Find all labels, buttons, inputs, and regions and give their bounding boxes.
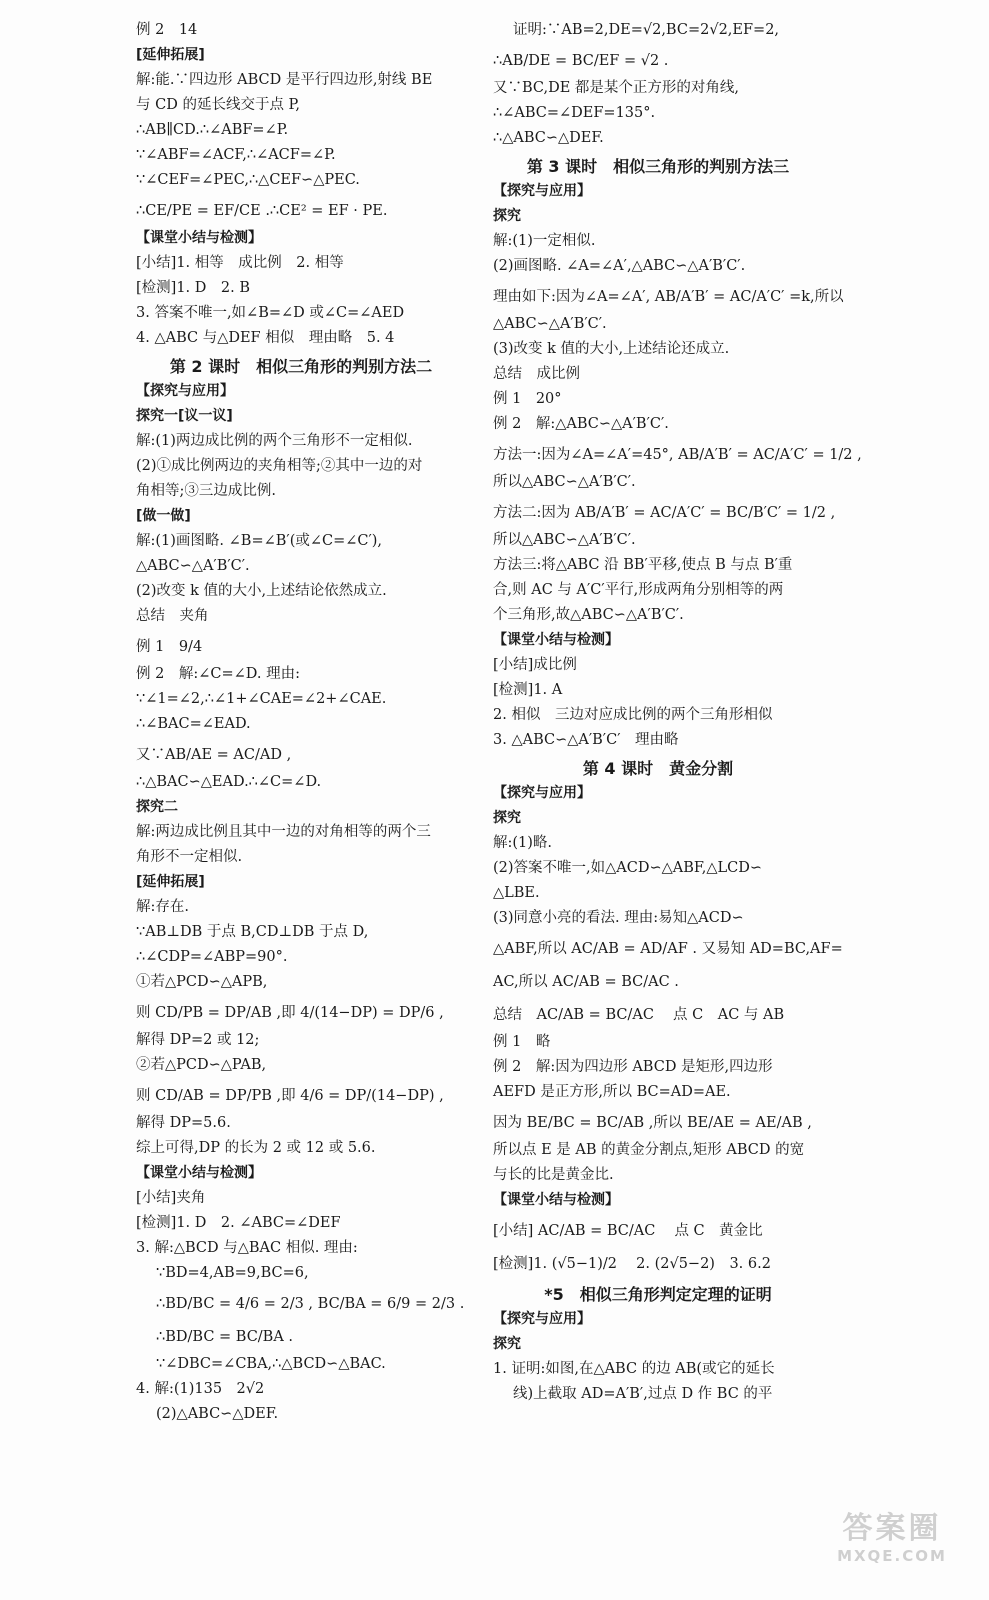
right-text-line: 解:(1)一定相似.	[493, 233, 596, 249]
right-text-line: [检测]1. A	[493, 682, 563, 698]
left-text-line: (2)①成比例两边的夹角相等;②其中一边的对	[136, 458, 423, 474]
right-text-line: 所以△ABC∽△A′B′C′.	[493, 474, 636, 490]
right-heading: 【课堂小结与检测】	[493, 1192, 619, 1208]
left-text-line: 又∵AB/AE = AC/AD ,	[136, 747, 292, 763]
left-text-line: [检测]1. D 2. ∠ABC=∠DEF	[136, 1215, 341, 1231]
right-text-line: ∴AB/DE = BC/EF = √2 .	[493, 53, 669, 69]
left-heading: 【探究与应用】	[136, 383, 234, 399]
right-text-line: 所以△ABC∽△A′B′C′.	[493, 532, 636, 548]
right-text-line: AC,所以 AC/AB = BC/AC .	[493, 974, 679, 990]
left-text-line: 解:两边成比例且其中一边的对角相等的两个三	[136, 824, 431, 840]
right-text-line: [小结] AC/AB = BC/AC 点 C 黄金比	[493, 1223, 763, 1239]
left-heading: 探究一[议一议]	[136, 408, 233, 424]
right-text-line: 3. △ABC∽△A′B′C′ 理由略	[493, 732, 679, 748]
right-heading: 探究	[493, 1336, 521, 1352]
right-text-line: 例 2 解:△ABC∽△A′B′C′.	[493, 416, 669, 432]
watermark-url: MXQE.COM	[837, 1547, 947, 1565]
left-text-line: 4. 解:(1)135 2√2	[136, 1381, 265, 1397]
left-text-line: ∵∠1=∠2,∴∠1+∠CAE=∠2+∠CAE.	[136, 691, 387, 707]
left-text-line: ∴AB∥CD.∴∠ABF=∠P.	[136, 122, 289, 138]
right-text-line: (2)画图略. ∠A=∠A′,△ABC∽△A′B′C′.	[493, 258, 746, 274]
right-column	[493, 20, 862, 1409]
left-text-line: ∵AB⊥DB 于点 B,CD⊥DB 于点 D,	[136, 924, 369, 940]
right-heading: 【探究与应用】	[493, 785, 591, 801]
right-text-line: △ABF,所以 AC/AB = AD/AF . 又易知 AD=BC,AF=	[493, 941, 843, 957]
watermark-title: 答案圈	[842, 1511, 942, 1546]
left-heading: 【课堂小结与检测】	[136, 1165, 262, 1181]
left-heading: 探究二	[136, 799, 178, 815]
right-text-line: △ABC∽△A′B′C′.	[493, 316, 607, 332]
left-text-line: ∴CE/PE = EF/CE .∴CE² = EF · PE.	[136, 203, 388, 219]
right-text-line: [检测]1. (√5−1)/2 2. (2√5−2) 3. 6.2	[493, 1256, 771, 1272]
left-text-line: ②若△PCD∽△PAB,	[136, 1057, 267, 1073]
right-text-line: (3)改变 k 值的大小,上述结论还成立.	[493, 341, 730, 357]
left-text-line: 角形不一定相似.	[136, 849, 243, 865]
right-text-line: [小结]成比例	[493, 657, 577, 673]
right-text-line: 因为 BE/BC = BC/AB ,所以 BE/AE = AE/AB ,	[493, 1115, 812, 1131]
left-text-line: △ABC∽△A′B′C′.	[136, 558, 250, 574]
right-section-title: 第 3 课时 相似三角形的判别方法三	[526, 157, 790, 176]
right-text-line: 合,则 AC 与 A′C′平行,形成两角分别相等的两	[493, 582, 784, 598]
left-text-line: ∴BD/BC = BC/BA .	[156, 1329, 294, 1345]
left-text-line: 4. △ABC 与△DEF 相似 理由略 5. 4	[136, 330, 395, 346]
right-text-line: 方法三:将△ABC 沿 BB′平移,使点 B 与点 B′重	[493, 557, 793, 573]
left-text-line: 3. 答案不唯一,如∠B=∠D 或∠C=∠AED	[136, 305, 405, 321]
right-heading: 【探究与应用】	[493, 183, 591, 199]
left-text-line: ∴BD/BC = 4/6 = 2/3 , BC/BA = 6/9 = 2/3 .	[156, 1296, 465, 1312]
right-heading: 【探究与应用】	[493, 1311, 591, 1327]
watermark-logo	[817, 1512, 967, 1572]
right-heading: 探究	[493, 208, 521, 224]
left-text-line: ∵∠DBC=∠CBA,∴△BCD∽△BAC.	[156, 1356, 386, 1372]
left-text-line: 例 2 解:∠C=∠D. 理由:	[136, 666, 300, 682]
left-text-line: (2)△ABC∽△DEF.	[156, 1406, 279, 1422]
right-text-line: ∴△ABC∽△DEF.	[493, 130, 604, 146]
left-text-line: ①若△PCD∽△APB,	[136, 974, 268, 990]
left-text-line: 解得 DP=5.6.	[136, 1115, 231, 1131]
left-text-line: 则 CD/PB = DP/AB ,即 4/(14−DP) = DP/6 ,	[136, 1005, 444, 1021]
left-text-line: ∴∠BAC=∠EAD.	[136, 716, 251, 732]
right-section-title: 第 4 课时 黄金分割	[582, 759, 734, 778]
left-text-line: 例 1 9/4	[136, 639, 203, 655]
left-text-line: 与 CD 的延长线交于点 P,	[136, 97, 300, 113]
right-text-line: 总结 成比例	[493, 366, 580, 382]
right-text-line: △LBE.	[493, 885, 540, 901]
left-text-line: ∴△BAC∽△EAD.∴∠C=∠D.	[136, 774, 322, 790]
right-text-line: 总结 AC/AB = BC/AC 点 C AC 与 AB	[493, 1007, 785, 1023]
left-text-line: 综上可得,DP 的长为 2 或 12 或 5.6.	[136, 1140, 376, 1156]
right-text-line: 与长的比是黄金比.	[493, 1167, 614, 1183]
left-text-line: 解:(1)画图略. ∠B=∠B′(或∠C=∠C′),	[136, 533, 383, 549]
left-text-line: 3. 解:△BCD 与△BAC 相似. 理由:	[136, 1240, 358, 1256]
left-text-line: 总结 夹角	[136, 608, 209, 624]
right-text-line: 方法一:因为∠A=∠A′=45°, AB/A′B′ = AC/A′C′ = 1/2 ,	[493, 447, 862, 463]
left-text-line: 解得 DP=2 或 12;	[136, 1032, 260, 1048]
right-text-line: 2. 相似 三边对应成比例的两个三角形相似	[493, 707, 773, 723]
left-text-line: 例 2 14	[136, 22, 198, 38]
right-text-line: (3)同意小亮的看法. 理由:易知△ACD∽	[493, 910, 744, 926]
left-text-line: ∴∠CDP=∠ABP=90°.	[136, 949, 288, 965]
left-heading: [延伸拓展]	[136, 47, 205, 63]
left-text-line: [小结]1. 相等 成比例 2. 相等	[136, 255, 344, 271]
right-heading: 探究	[493, 810, 521, 826]
right-text-line: 例 2 解:因为四边形 ABCD 是矩形,四边形	[493, 1059, 773, 1075]
left-text-line: 解:存在.	[136, 899, 189, 915]
left-text-line: 角相等;③三边成比例.	[136, 483, 276, 499]
left-section-title: 第 2 课时 相似三角形的判别方法二	[169, 357, 433, 376]
left-heading: 【课堂小结与检测】	[136, 230, 262, 246]
left-text-line: ∵∠CEF=∠PEC,∴△CEF∽△PEC.	[136, 172, 360, 188]
left-heading: [做一做]	[136, 508, 191, 524]
left-text-line: ∵BD=4,AB=9,BC=6,	[156, 1265, 309, 1281]
left-text-line: 解:能.∵四边形 ABCD 是平行四边形,射线 BE	[136, 72, 433, 88]
right-text-line: 例 1 略	[493, 1034, 551, 1050]
right-text-line: 所以点 E 是 AB 的黄金分割点,矩形 ABCD 的宽	[493, 1142, 805, 1158]
right-heading: 【课堂小结与检测】	[493, 632, 619, 648]
left-text-line: [检测]1. D 2. B	[136, 280, 250, 296]
right-text-line: 又∵BC,DE 都是某个正方形的对角线,	[493, 80, 740, 96]
right-text-line: 个三角形,故△ABC∽△A′B′C′.	[493, 607, 684, 623]
left-text-line: [小结]夹角	[136, 1190, 206, 1206]
right-section-title: *5 相似三角形判定定理的证明	[544, 1285, 772, 1304]
right-text-line: 解:(1)略.	[493, 835, 553, 851]
left-text-line: 解:(1)两边成比例的两个三角形不一定相似.	[136, 433, 413, 449]
right-text-line: 线)上截取 AD=A′B′,过点 D 作 BC 的平	[513, 1386, 773, 1402]
right-text-line: ∴∠ABC=∠DEF=135°.	[493, 105, 656, 121]
right-text-line: AEFD 是正方形,所以 BC=AD=AE.	[493, 1084, 731, 1100]
right-text-line: 方法二:因为 AB/A′B′ = AC/A′C′ = BC/B′C′ = 1/2 ,	[493, 505, 836, 521]
left-text-line: ∵∠ABF=∠ACF,∴∠ACF=∠P.	[136, 147, 336, 163]
left-text-line: 则 CD/AB = DP/PB ,即 4/6 = DP/(14−DP) ,	[136, 1088, 444, 1104]
left-text-line: (2)改变 k 值的大小,上述结论依然成立.	[136, 583, 387, 599]
left-heading: [延伸拓展]	[136, 874, 205, 890]
right-text-line: 1. 证明:如图,在△ABC 的边 AB(或它的延长	[493, 1361, 775, 1377]
left-column	[136, 20, 466, 1429]
right-text-line: (2)答案不唯一,如△ACD∽△ABF,△LCD∽	[493, 860, 762, 876]
right-text-line: 例 1 20°	[493, 391, 562, 407]
right-text-line: 证明:∵AB=2,DE=√2,BC=2√2,EF=2,	[513, 22, 780, 38]
right-text-line: 理由如下:因为∠A=∠A′, AB/A′B′ = AC/A′C′ =k,所以	[493, 289, 844, 305]
